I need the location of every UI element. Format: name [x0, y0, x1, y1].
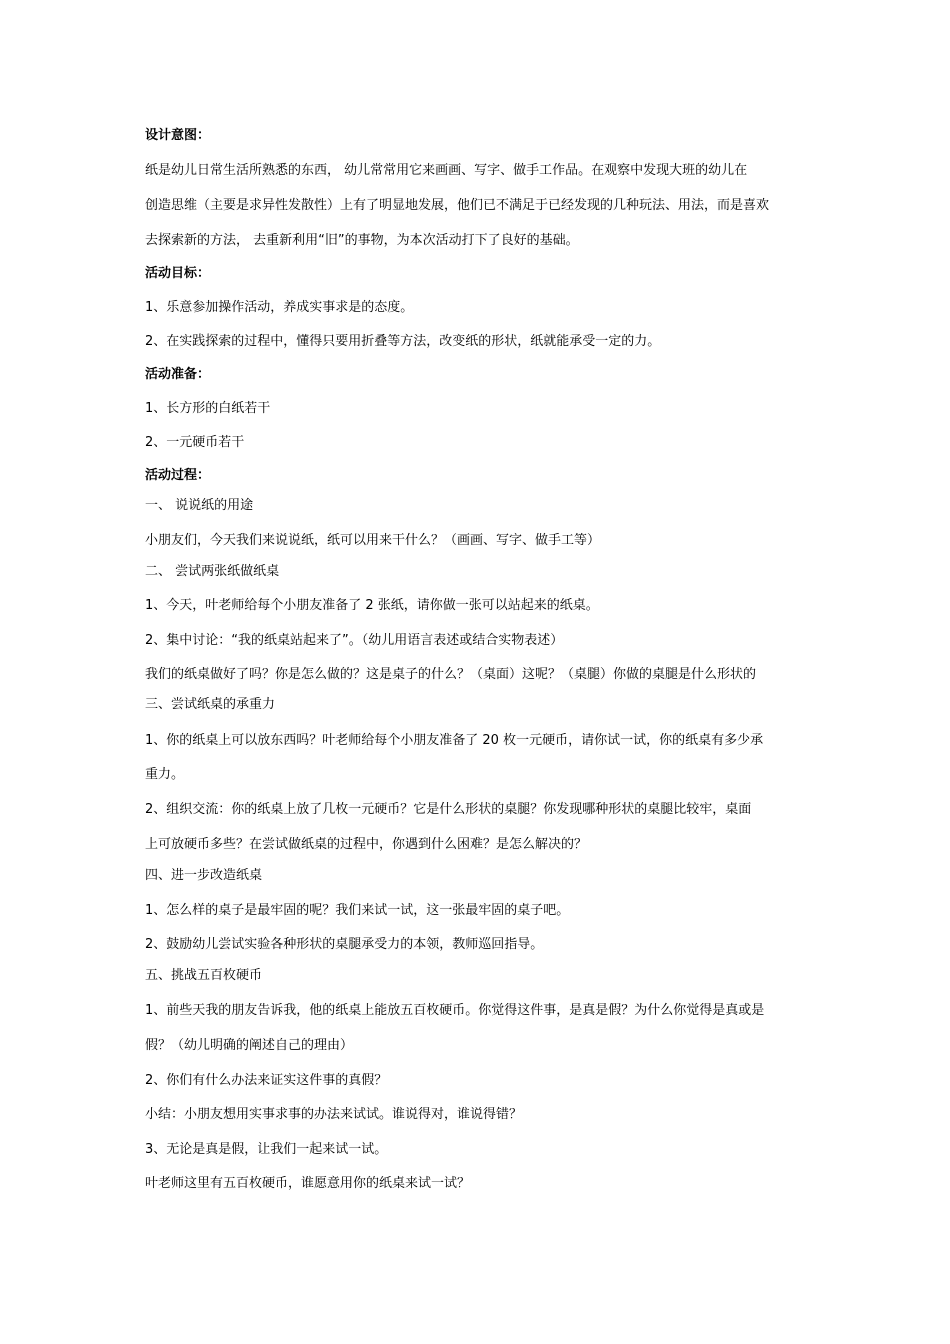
- list-item: 2、鼓励幼儿尝试实验各种形状的桌腿承受力的本领，教师巡回指导。: [145, 937, 544, 952]
- heading-activity-process: 活动过程：: [145, 468, 211, 483]
- list-item: 2、一元硬币若干: [145, 435, 245, 450]
- list-item: 1、怎么样的桌子是最牢固的呢？我们来试一试，这一张最牢固的桌子吧。: [145, 903, 570, 918]
- summary-line: 小结：小朋友想用实事求事的办法来试试。谁说得对，谁说得错？: [145, 1107, 523, 1122]
- paragraph-line: 假？（幼儿明确的阐述自己的理由）: [145, 1038, 354, 1053]
- heading-activity-preparation: 活动准备：: [145, 367, 211, 382]
- paragraph-line: 小朋友们，今天我们来说说纸，纸可以用来干什么？（画画、写字、做手工等）: [145, 533, 601, 548]
- list-item: 2、组织交流：你的纸桌上放了几枚一元硬币？它是什么形状的桌腿？你发现哪种形状的桌腿比较牢，桌面: [145, 802, 752, 817]
- section-heading: 五、挑战五百枚硬币: [145, 968, 263, 983]
- list-item: 1、长方形的白纸若干: [145, 401, 271, 416]
- paragraph-line: 叶老师这里有五百枚硬币，谁愿意用你的纸桌来试一试？: [145, 1176, 471, 1191]
- section-heading: 四、进一步改造纸桌: [145, 868, 263, 883]
- section-heading: 一、 说说纸的用途: [145, 498, 254, 513]
- section-heading: 三、尝试纸桌的承重力: [145, 697, 276, 712]
- paragraph-line: 纸是幼儿日常生活所熟悉的东西， 幼儿常常用它来画画、写字、做手工作品。在观察中发现大班的幼儿在: [145, 163, 748, 178]
- list-item: 2、你们有什么办法来证实这件事的真假？: [145, 1073, 388, 1088]
- list-item: 1、你的纸桌上可以放东西吗？叶老师给每个小朋友准备了 20 枚一元硬币，请你试一试，你的纸桌有多少承: [145, 733, 764, 748]
- paragraph-line: 上可放硬币多些？在尝试做纸桌的过程中，你遇到什么困难？是怎么解决的？: [145, 837, 588, 852]
- list-item: 1、前些天我的朋友告诉我，他的纸桌上能放五百枚硬币。你觉得这件事，是真是假？为什么你觉得是真或是: [145, 1003, 765, 1018]
- list-item: 2、在实践探索的过程中，懂得只要用折叠等方法，改变纸的形状，纸就能承受一定的力。: [145, 334, 661, 349]
- list-item: 3、无论是真是假，让我们一起来试一试。: [145, 1142, 388, 1157]
- list-item: 1、乐意参加操作活动，养成实事求是的态度。: [145, 300, 414, 315]
- section-heading: 二、 尝试两张纸做纸桌: [145, 564, 280, 579]
- list-item: 2、集中讨论：“我的纸桌站起来了”。（幼儿用语言表述或结合实物表述）: [145, 633, 564, 648]
- paragraph-line: 我们的纸桌做好了吗？你是怎么做的？这是桌子的什么？（桌面）这呢？（桌腿）你做的桌腿是什么形状的: [145, 667, 757, 682]
- paragraph-line: 重力。: [145, 767, 185, 782]
- paragraph-line: 创造思维（主要是求异性发散性）上有了明显地发展，他们已不满足于已经发现的几种玩法、用法，而是喜欢: [145, 198, 770, 213]
- paragraph-line: 去探索新的方法， 去重新利用“旧”的事物，为本次活动打下了良好的基础。: [145, 233, 579, 248]
- list-item: 1、今天，叶老师给每个小朋友准备了 2 张纸，请你做一张可以站起来的纸桌。: [145, 598, 599, 613]
- heading-design-intent: 设计意图：: [145, 128, 211, 143]
- heading-activity-goals: 活动目标：: [145, 266, 211, 281]
